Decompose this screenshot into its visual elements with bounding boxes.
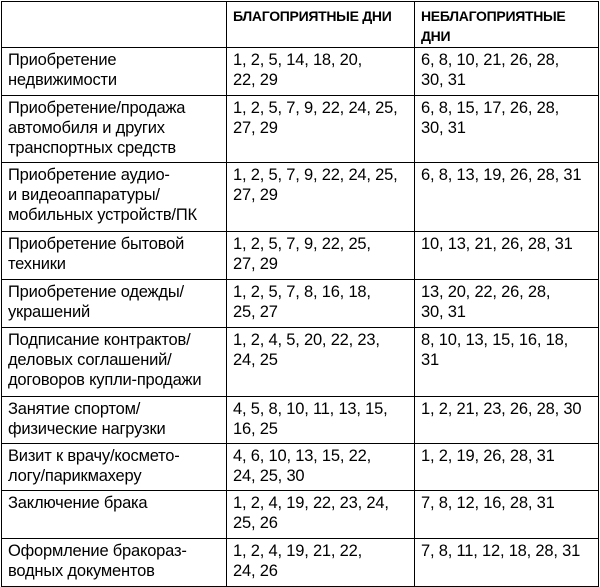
header-activity (2, 2, 227, 48)
favorable-days-cell: 1, 2, 4, 19, 22, 23, 24, 25, 26 (227, 491, 415, 539)
favorable-days-cell: 4, 5, 8, 10, 11, 13, 15, 16, 25 (227, 397, 415, 444)
activity-cell: Приобретение бытовой техники (2, 232, 227, 280)
activity-cell: Визит к врачу/космето- логу/парикмахеру (2, 444, 227, 491)
header-row (2, 2, 599, 48)
table-row (2, 539, 599, 587)
table-row (2, 48, 599, 96)
unfavorable-days-cell: 1, 2, 21, 23, 26, 28, 30 (415, 397, 599, 444)
header-favorable-days: БЛАГОПРИЯТНЫЕ ДНИ (227, 2, 415, 48)
activity-cell: Приобретение аудио- и видеоаппаратуры/ мобильных устройств/ПК (2, 163, 227, 232)
favorable-days-cell: 1, 2, 5, 14, 18, 20, 22, 29 (227, 48, 415, 96)
unfavorable-days-cell: 6, 8, 10, 21, 26, 28, 30, 31 (415, 48, 599, 96)
table-row (2, 163, 599, 232)
unfavorable-days-cell: 6, 8, 13, 19, 26, 28, 31 (415, 163, 599, 232)
unfavorable-days-cell: 6, 8, 15, 17, 26, 28, 30, 31 (415, 96, 599, 163)
favorable-days-cell: 1, 2, 4, 5, 20, 22, 23, 24, 25 (227, 328, 415, 397)
favorable-days-cell: 1, 2, 5, 7, 9, 22, 25, 27, 29 (227, 232, 415, 280)
favorable-days-cell: 1, 2, 5, 7, 9, 22, 24, 25, 27, 29 (227, 163, 415, 232)
header-unfavorable-days: НЕБЛАГОПРИЯТНЫЕ ДНИ (415, 2, 599, 48)
activity-cell: Занятие спортом/ физические нагрузки (2, 397, 227, 444)
activity-cell: Оформление бракораз- водных документов (2, 539, 227, 587)
unfavorable-days-cell: 1, 2, 19, 26, 28, 31 (415, 444, 599, 491)
table-row (2, 328, 599, 397)
activity-cell: Приобретение/продажа автомобиля и других транспортных средств (2, 96, 227, 163)
table-row (2, 444, 599, 491)
favorable-days-cell: 1, 2, 4, 19, 21, 22, 24, 26 (227, 539, 415, 587)
activity-cell: Подписание контрактов/ деловых соглашений/ договоров купли-продажи (2, 328, 227, 397)
unfavorable-days-cell: 7, 8, 11, 12, 18, 28, 31 (415, 539, 599, 587)
activity-cell: Заключение брака (2, 491, 227, 539)
table-row (2, 96, 599, 163)
favorable-days-cell: 4, 6, 10, 13, 15, 22, 24, 25, 30 (227, 444, 415, 491)
table-row (2, 232, 599, 280)
table-row (2, 491, 599, 539)
unfavorable-days-cell: 8, 10, 13, 15, 16, 18, 31 (415, 328, 599, 397)
table-row (2, 280, 599, 328)
favorable-days-cell: 1, 2, 5, 7, 8, 16, 18, 25, 27 (227, 280, 415, 328)
favorable-days-cell: 1, 2, 5, 7, 9, 22, 24, 25, 27, 29 (227, 96, 415, 163)
favorable-days-table (1, 1, 599, 587)
unfavorable-days-cell: 7, 8, 12, 16, 28, 31 (415, 491, 599, 539)
activity-cell: Приобретение одежды/ украшений (2, 280, 227, 328)
table-row (2, 397, 599, 444)
activity-cell: Приобретение недвижимости (2, 48, 227, 96)
unfavorable-days-cell: 10, 13, 21, 26, 28, 31 (415, 232, 599, 280)
unfavorable-days-cell: 13, 20, 22, 26, 28, 30, 31 (415, 280, 599, 328)
table-body (2, 48, 599, 587)
